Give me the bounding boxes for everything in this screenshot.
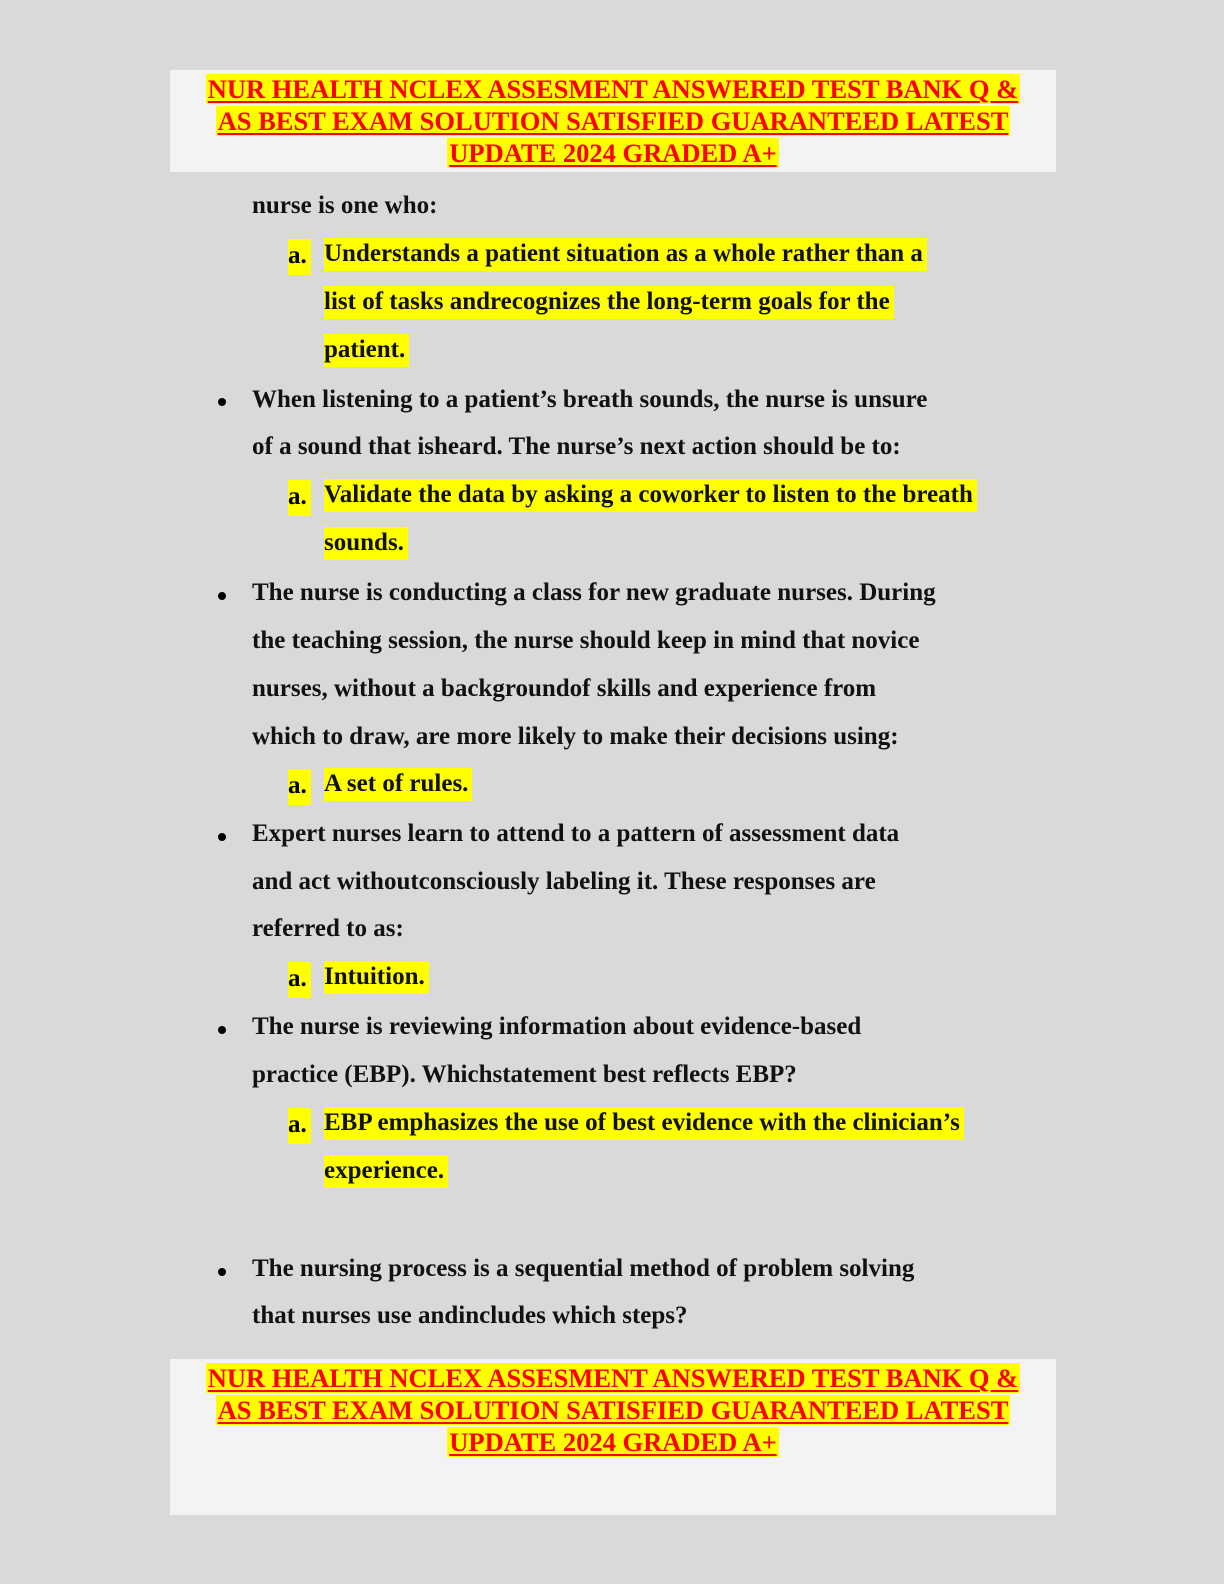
footer-line: NUR HEALTH NCLEX ASSESMENT ANSWERED TEST BANK Q &: [207, 1363, 1019, 1393]
answer-letter: a.: [288, 769, 311, 805]
question-text: the teaching session, the nurse should keep in mind that novice: [252, 627, 920, 654]
answer-letter: a.: [288, 1108, 311, 1144]
question-text: of a sound that isheard. The nurse’s next action should be to:: [252, 433, 901, 460]
question-text: that nurses use andincludes which steps?: [252, 1302, 688, 1329]
answer-letter: a.: [288, 239, 311, 275]
answer-text: experience.: [324, 1155, 448, 1188]
answer-text: EBP emphasizes the use of best evidence with the clinician’s: [324, 1107, 964, 1140]
answer-letter: a.: [288, 962, 311, 998]
question-text: which to draw, are more likely to make their decisions using:: [252, 723, 899, 750]
header-line: NUR HEALTH NCLEX ASSESMENT ANSWERED TEST BANK Q &: [207, 74, 1019, 104]
answer-text: Understands a patient situation as a whole rather than a: [324, 238, 927, 271]
answer-text: patient.: [324, 334, 409, 367]
answer-text: Intuition.: [324, 961, 429, 994]
footer-line: AS BEST EXAM SOLUTION SATISFIED GUARANTEED LATEST: [217, 1395, 1009, 1425]
answer-text: A set of rules.: [324, 768, 472, 801]
bullet-icon: [218, 1268, 226, 1276]
question-text: The nurse is conducting a class for new graduate nurses. During: [252, 579, 936, 606]
footer-line: UPDATE 2024 GRADED A+: [449, 1427, 777, 1457]
answer-text: list of tasks andrecognizes the long-term goals for the: [324, 286, 894, 319]
bullet-icon: [218, 1026, 226, 1034]
bullet-icon: [218, 398, 226, 406]
page-footer: [170, 1359, 1056, 1515]
question-text: and act withoutconsciously labeling it. These responses are: [252, 868, 876, 895]
answer-letter: a.: [288, 480, 311, 516]
question-text: Expert nurses learn to attend to a pattern of assessment data: [252, 820, 900, 847]
question-text: referred to as:: [252, 915, 404, 942]
question-text: nurses, without a backgroundof skills and experience from: [252, 675, 877, 702]
bullet-icon: [218, 592, 226, 600]
question-text: The nursing process is a sequential method of problem solving: [252, 1255, 915, 1282]
intro-text: nurse is one who:: [252, 192, 438, 219]
page-header: [170, 70, 1056, 172]
answer-text: sounds.: [324, 527, 408, 560]
question-text: The nurse is reviewing information about evidence-based: [252, 1013, 862, 1040]
answer-text: Validate the data by asking a coworker to listen to the breath: [324, 479, 977, 512]
question-text: When listening to a patient’s breath sounds, the nurse is unsure: [252, 386, 928, 413]
header-line: UPDATE 2024 GRADED A+: [449, 138, 777, 168]
header-line: AS BEST EXAM SOLUTION SATISFIED GUARANTEED LATEST: [217, 106, 1009, 136]
question-text: practice (EBP). Whichstatement best reflects EBP?: [252, 1061, 797, 1088]
bullet-icon: [218, 833, 226, 841]
